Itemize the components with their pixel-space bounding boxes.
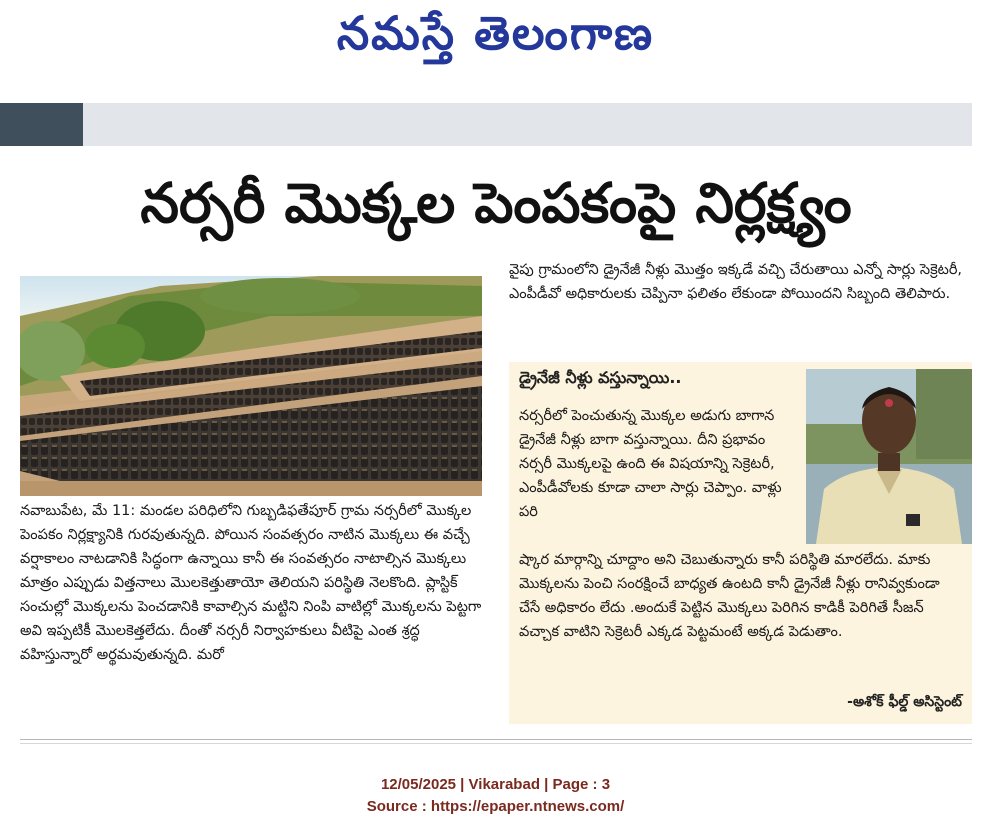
- page-divider: [20, 739, 972, 740]
- article-paragraph-left: నవాబుపేట, మే 11: మండల పరిధిలోని గుబ్బడిఫతేపూర్ గ్రామ నర్సరీలో మొక్కల పెంపకం నిర్లక్ష్యానికి గురవుతున్నది. పోయిన సంవత్సరం నాటిన మొక్కలు ఈ వచ్చే వర్షాకాలం నాటడానికి సిద్ధంగా ఉన్నాయి కానీ ఈ సంవత్సరం నాటాల్సిన మొక్కలు మాత్రం ఎప్పుడు విత్తనాలు మొలకెత్తుతాయో తెలియని పరిస్థితి నెలకొంది. ప్లాస్టిక్ సంచుల్లో మొక్కలను పెంచడానికి కావాల్సిన మట్టిని నింపి వాటిల్లో మొక్కలను పెట్టగా అవి ఇప్పటికీ మొలకెత్తలేదు. దీంతో నర్సరీ నిర్వాహకులు వీటిపై ఎంత శ్రద్ధ వహిస్తున్నారో అర్థమవుతున్నది. మరో: [20, 503, 482, 663]
- footer-source-line: Source : https://epaper.ntnews.com/: [366, 798, 625, 815]
- footer-date-line: 12/05/2025 | Vikarabad | Page : 3: [380, 776, 611, 793]
- header-band-light: [83, 103, 972, 146]
- header-band-dark: [0, 103, 83, 146]
- quote-box: [509, 362, 972, 724]
- page-divider-secondary: [20, 743, 972, 744]
- field-assistant-photo: [806, 369, 972, 544]
- quote-text-beside-photo: [519, 404, 801, 548]
- masthead-logo-text: నమస్తే తెలంగాణ: [336, 6, 655, 60]
- article-paragraph-right: వైపు గ్రామంలోని డ్రైనేజీ నీళ్లు మొత్తం ఇక్కడే వచ్చి చేరుతాయి ఎన్నో సార్లు సెక్రెటరీ, ఎంపీడీవో అధికారులకు చెప్పినా ఫలితం లేకుండా పోయిందని సిబ్బంది తెలిపారు.: [509, 262, 963, 302]
- quote-paragraph-2: ష్కార మార్గాన్ని చూద్దాం అని చెబుతున్నారు కానీ పరిస్థితి మారలేదు. మాకు మొక్కలను పెంచి సంరక్షించే బాధ్యత ఉంటది కానీ డ్రైనేజీ నీళ్లు రానివ్వకుండా చేసే అధికారం లేదు .అందుకే పెట్టిన మొక్కలు పెరిగిన కాడికీ పెరిగితే సీజన్ వచ్చాక వాటిని సెక్రెటరీ ఎక్కడ పెట్టమంటే అక్కడ పెడుతాం.: [519, 552, 940, 640]
- article-body-left: [20, 499, 482, 719]
- article-body-right: [509, 258, 971, 354]
- quote-box-heading: డ్రైనేజీ నీళ్లు వస్తున్నాయి..: [519, 368, 682, 387]
- masthead: [0, 0, 991, 96]
- article-headline: నర్సరీ మొక్కల పెంపకంపై నిర్లక్ష్యం: [140, 171, 852, 235]
- nursery-photo: [20, 276, 482, 496]
- quote-text-below-photo: [519, 548, 965, 680]
- quote-signature: -అశోక్ ఫీల్డ్ అసిస్టెంట్: [847, 694, 962, 710]
- quote-paragraph-1: నర్సరీలో పెంచుతున్న మొక్కల అడుగు బాగాన డ్రైనేజీ నీళ్లు బాగా వస్తున్నాయి. దీని ప్రభావం నర్సరీ మొక్కలపై ఉంది ఈ విషయాన్ని సెక్రెటరీ, ఎంపీడీవోలకు కూడా చాలా సార్లు చెప్పాం. వాళ్లు పరి: [519, 408, 782, 520]
